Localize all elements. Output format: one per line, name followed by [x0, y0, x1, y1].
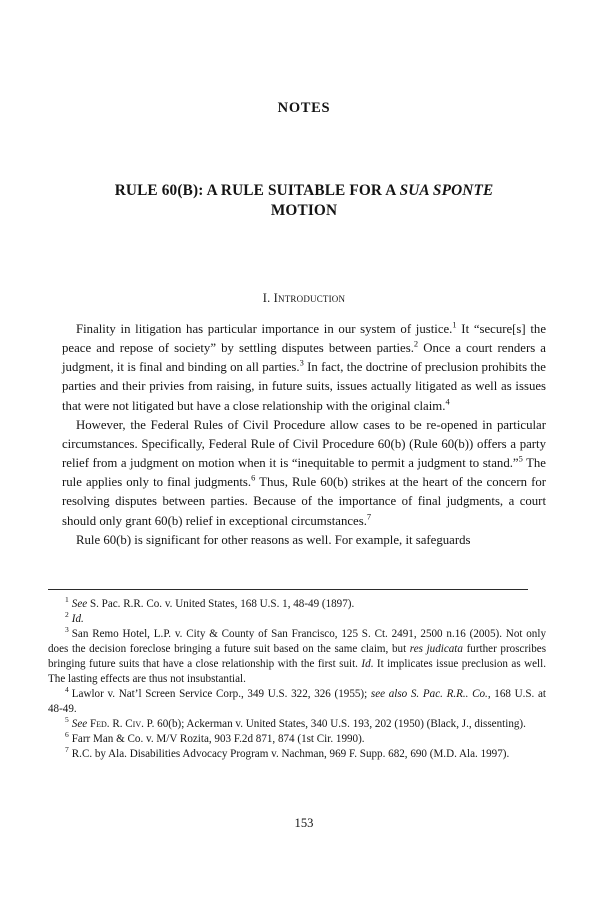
para2-segment-1: However, the Federal Rules of Civil Procedure allow cases to be re-opened in particular circumstances. Specifically, Federal Rule of Civil Procedure 60(b) (Rule 60(b)) offers a party relief from a judgment on motion when it is “inequitable to permit a judgment to stand.”	[62, 417, 546, 471]
section-heading-introduction: I. Introduction	[262, 291, 346, 305]
footnote-text-segment: San Remo Hotel, L.P. v. City & County of San Francisco, 125 S. Ct. 2491, 2500 n.16 (2005). Not only does the decision foreclose bringing a future suit based on the same claim, but	[48, 628, 546, 655]
footnote-ref-3[interactable]: 3	[299, 358, 304, 369]
footnote-text-segment: 60(b); Ackerman v. United States, 340 U.S. 193, 202 (1950) (Black, J., dissenting).	[154, 718, 526, 730]
footnote-ref-7[interactable]: 7	[366, 511, 372, 522]
footnote-number-4[interactable]: 4	[65, 685, 69, 695]
footnote-separator-rule	[48, 589, 528, 590]
footnote-item	[48, 627, 546, 687]
paragraph-3	[62, 531, 546, 550]
footnote-number-1[interactable]: 1	[65, 595, 69, 605]
article-title-line1-text: RULE 60(B): A RULE SUITABLE FOR A	[114, 182, 400, 199]
footnote-text-segment: Id	[361, 658, 371, 670]
footnote-item	[48, 612, 546, 627]
para2-segment-2: The rule applies only to final judgments.	[62, 456, 546, 490]
paragraph-1	[62, 320, 546, 416]
footnote-text-segment: Id.	[71, 613, 84, 625]
footnote-number-7[interactable]: 7	[65, 745, 69, 755]
footnote-item	[48, 747, 546, 762]
para1-segment-1: Finality in litigation has particular importance in our system of justice.	[76, 322, 453, 336]
footnote-item	[48, 717, 546, 732]
article-title-latin-phrase: SUA SPONTE	[399, 182, 494, 199]
footnote-text-segment: Lawlor v. Nat’l Screen Service Corp., 349 U.S. 322, 326 (1955);	[71, 688, 371, 700]
article-title-line2: MOTION	[270, 202, 338, 219]
footnote-text-segment: . It implicates issue preclusion as well. The lasting effects are thus not insubstantial.	[48, 658, 546, 685]
page-number-folio: 153	[294, 816, 314, 830]
footnote-text-segment: See	[71, 718, 88, 730]
footnote-text-segment: R.C. by Ala. Disabilities Advocacy Program v. Nachman, 969 F. Supp. 682, 690 (M.D. Ala. 1997).	[71, 748, 510, 760]
footnote-text-segment: , 168 U.S. at 48-49.	[48, 688, 547, 715]
footnote-ref-2[interactable]: 2	[413, 338, 419, 349]
footnote-number-6[interactable]: 6	[65, 730, 69, 740]
article-title	[62, 181, 546, 221]
footnote-text-segment: see also S. Pac. R.R.. Co.	[370, 688, 488, 700]
footnote-ref-6[interactable]: 6	[251, 472, 256, 483]
footnote-number-2[interactable]: 2	[65, 610, 69, 620]
footnote-item	[48, 732, 546, 747]
footnote-item	[48, 597, 546, 612]
para1-segment-3: Once a court renders a judgment, it is final and binding on all parties.	[62, 341, 546, 375]
footnote-list	[48, 597, 546, 762]
footnote-text-segment: Fed. R. Civ. P.	[89, 718, 155, 730]
body-text	[62, 320, 546, 550]
footnote-text-segment: See	[71, 598, 88, 610]
footnote-ref-4[interactable]: 4	[445, 396, 450, 407]
paragraph-2	[62, 416, 546, 531]
running-head-notes: NOTES	[277, 100, 331, 116]
para1-segment-2: It “secure[s] the peace and repose of society” by settling disputes between parties.	[62, 322, 547, 356]
footnote-text-segment: S. Pac. R.R. Co. v. United States, 168 U.S. 1, 48-49 (1897).	[87, 598, 355, 610]
para3-segment-1: Rule 60(b) is significant for other reasons as well. For example, it safeguards	[76, 532, 471, 547]
footnote-text-segment: further proscribes bringing future suits that have a close relationship with the first suit.	[48, 643, 547, 670]
footnote-item	[48, 687, 546, 717]
footnote-text-segment: res judicata	[409, 643, 463, 655]
para1-segment-4: In fact, the doctrine of preclusion prohibits the parties and their privies from raising, in future suits, issues actually litigated as well as issues that were not litigated but have a close relationship with the original claim.	[62, 360, 546, 413]
para2-segment-3: Thus, Rule 60(b) strikes at the heart of the concern for resolving disputes between parties. Because of the importance of final judgments, a court should only grant 60(b) relief in exceptional circumstances.	[62, 475, 546, 528]
footnote-text-segment: Farr Man & Co. v. M/V Rozita, 903 F.2d 871, 874 (1st Cir. 1990).	[71, 733, 365, 745]
footnote-number-5[interactable]: 5	[65, 715, 69, 725]
footnote-ref-1[interactable]: 1	[452, 319, 457, 330]
footnote-ref-5[interactable]: 5	[518, 453, 523, 464]
footnote-number-3[interactable]: 3	[65, 625, 69, 635]
